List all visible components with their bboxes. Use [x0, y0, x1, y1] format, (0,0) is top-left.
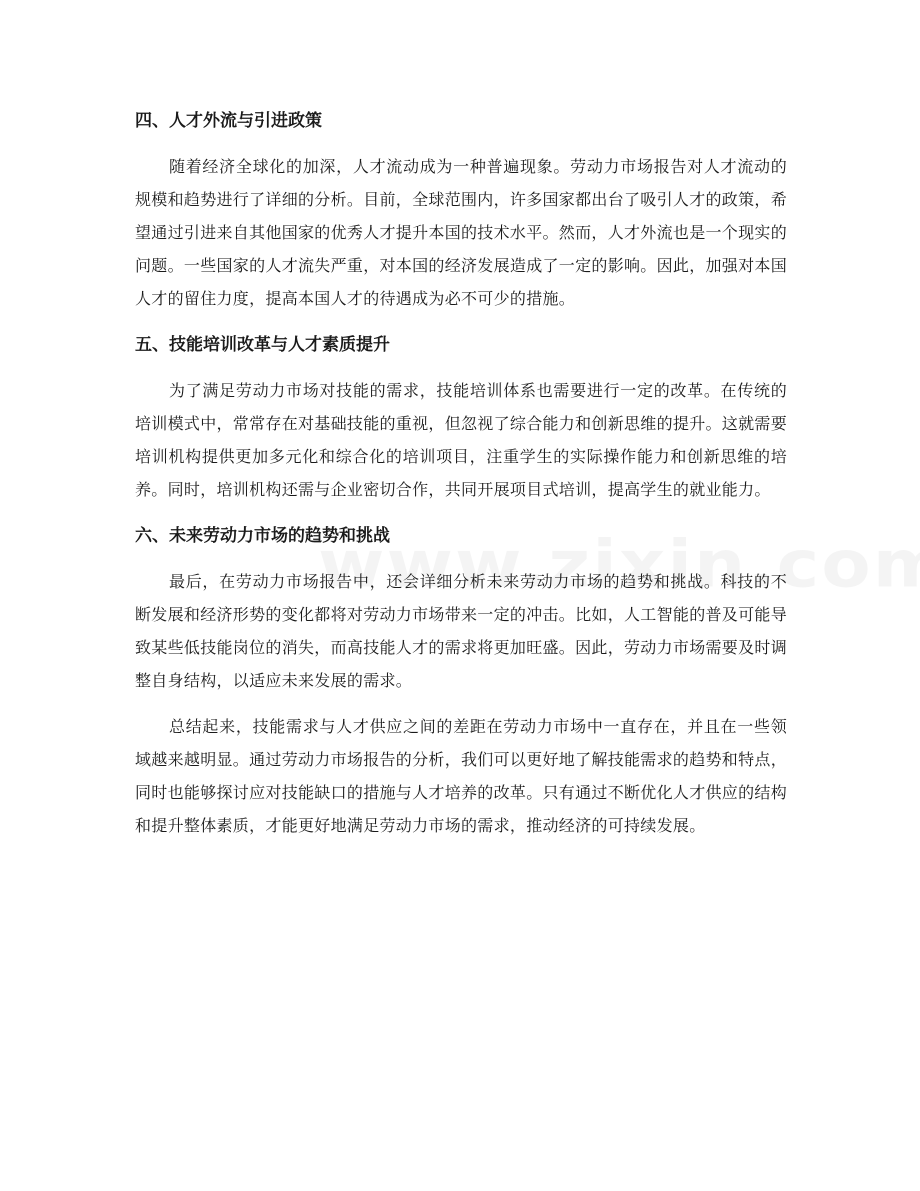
section-6-paragraph: 最后，在劳动力市场报告中，还会详细分析未来劳动力市场的趋势和挑战。科技的不断发展和经济形势的变化都将对劳动力市场带来一定的冲击。比如，人工智能的普及可能导致某些低技能岗位的消失，而高技能人才的需求将更加旺盛。因此，劳动力市场需要及时调整自身结构，以适应未来发展的需求。 [135, 572, 788, 690]
conclusion-paragraph: 总结起来，技能需求与人才供应之间的差距在劳动力市场中一直存在，并且在一些领域越来越明显。通过劳动力市场报告的分析，我们可以更好地了解技能需求的趋势和特点，同时也能够探讨应对技能缺口的措施与人才培养的改革。只有通过不断优化人才供应的结构和提升整体素质，才能更好地满足劳动力市场的需求，推动经济的可持续发展。 [135, 717, 788, 835]
section-5-paragraph: 为了满足劳动力市场对技能的需求，技能培训体系也需要进行一定的改革。在传统的培训模式中，常常存在对基础技能的重视，但忽视了综合能力和创新思维的提升。这就需要培训机构提供更加多元化和综合化的培训项目，注重学生的实际操作能力和创新思维的培养。同时，培训机构还需与企业密切合作，共同开展项目式培训，提高学生的就业能力。 [135, 381, 788, 499]
section-heading-4: 四、人才外流与引进政策 [135, 111, 322, 131]
document-body [135, 104, 787, 855]
section-heading-5: 五、技能培训改革与人才素质提升 [135, 335, 390, 355]
section-4-paragraph: 随着经济全球化的加深，人才流动成为一种普遍现象。劳动力市场报告对人才流动的规模和趋势进行了详细的分析。目前，全球范围内，许多国家都出台了吸引人才的政策，希望通过引进来自其他国家的优秀人才提升本国的技术水平。然而，人才外流也是一个现实的问题。一些国家的人才流失严重，对本国的经济发展造成了一定的影响。因此，加强对本国人才的留住力度，提高本国人才的待遇成为必不可少的措施。 [135, 157, 788, 308]
section-heading-6: 六、未来劳动力市场的趋势和挑战 [135, 526, 390, 546]
